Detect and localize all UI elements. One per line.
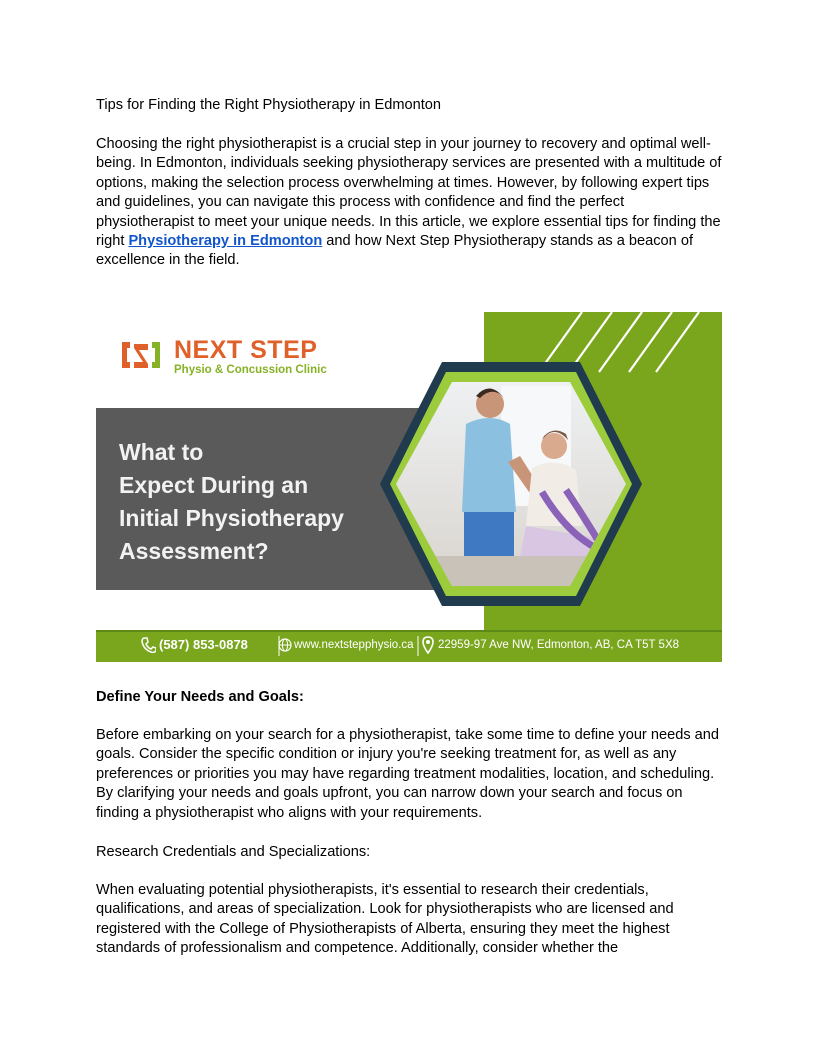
clinic-website: www.nextstepphysio.ca <box>294 639 414 651</box>
intro-paragraph <box>96 135 722 271</box>
headline-line: Assessment? <box>119 538 269 564</box>
headline-line: Initial Physiotherapy <box>119 505 344 531</box>
intro-text-before-link: Choosing the right physiotherapist is a crucial step in your journey to recovery and optimal well-being. In Edmonton, individuals seeking physiotherapy services are presented with a multitude of options, making the selection process overwhelming at times. However, by following expert tips and guidelines, you can navigate this process with confidence and find the perfect physiotherapist to meet your unique needs. In this article, we explore essential tips for finding the right <box>96 136 722 250</box>
banner-headline <box>119 436 419 568</box>
clinic-phone: (587) 853-0878 <box>159 637 248 652</box>
document-title: Tips for Finding the Right Physiotherapy in Edmonton <box>96 97 442 113</box>
section-heading-credentials: Research Credentials and Specializations: <box>96 844 371 860</box>
section-heading-needs-goals: Define Your Needs and Goals: <box>96 689 304 705</box>
headline-line: What to <box>119 439 204 465</box>
location-pin-icon <box>422 636 434 654</box>
section-body-credentials: When evaluating potential physiotherapists, it's essential to research their credentials, qualifications, and areas of specialization. Look for physiotherapists who are licensed and registered with the College of Physiotherapists of Alberta, ensuring they meet the highest standards of professionalism and competence. Additionally, consider whether the <box>96 882 674 957</box>
section-body-needs-goals: Before embarking on your search for a physiotherapist, take some time to define your needs and goals. Consider the specific condition or injury you're seeking treatment for, as well as any preferences or priorities you may have regarding treatment modalities, location, and scheduling. By clarifying your needs and goals upfront, you can narrow down your search and focus on finding a physiotherapist who aligns with your requirements. <box>96 727 720 821</box>
intro-text-after-link: and how Next Step Physiotherapy stands as a beacon of excellence in the field. <box>96 233 694 269</box>
globe-icon <box>278 638 292 652</box>
clinic-address: 22959-97 Ave NW, Edmonton, AB, CA T5T 5X8 <box>438 639 680 651</box>
clinic-banner-image <box>96 312 722 662</box>
phone-icon <box>140 636 156 654</box>
headline-line: Expect During an <box>119 472 309 498</box>
logo-title: NEXT STEP <box>174 336 318 364</box>
physiotherapy-edmonton-link[interactable]: Physiotherapy in Edmonton <box>128 233 323 250</box>
next-step-logo-icon <box>118 336 164 374</box>
logo-subtitle: Physio & Concussion Clinic <box>174 364 327 376</box>
